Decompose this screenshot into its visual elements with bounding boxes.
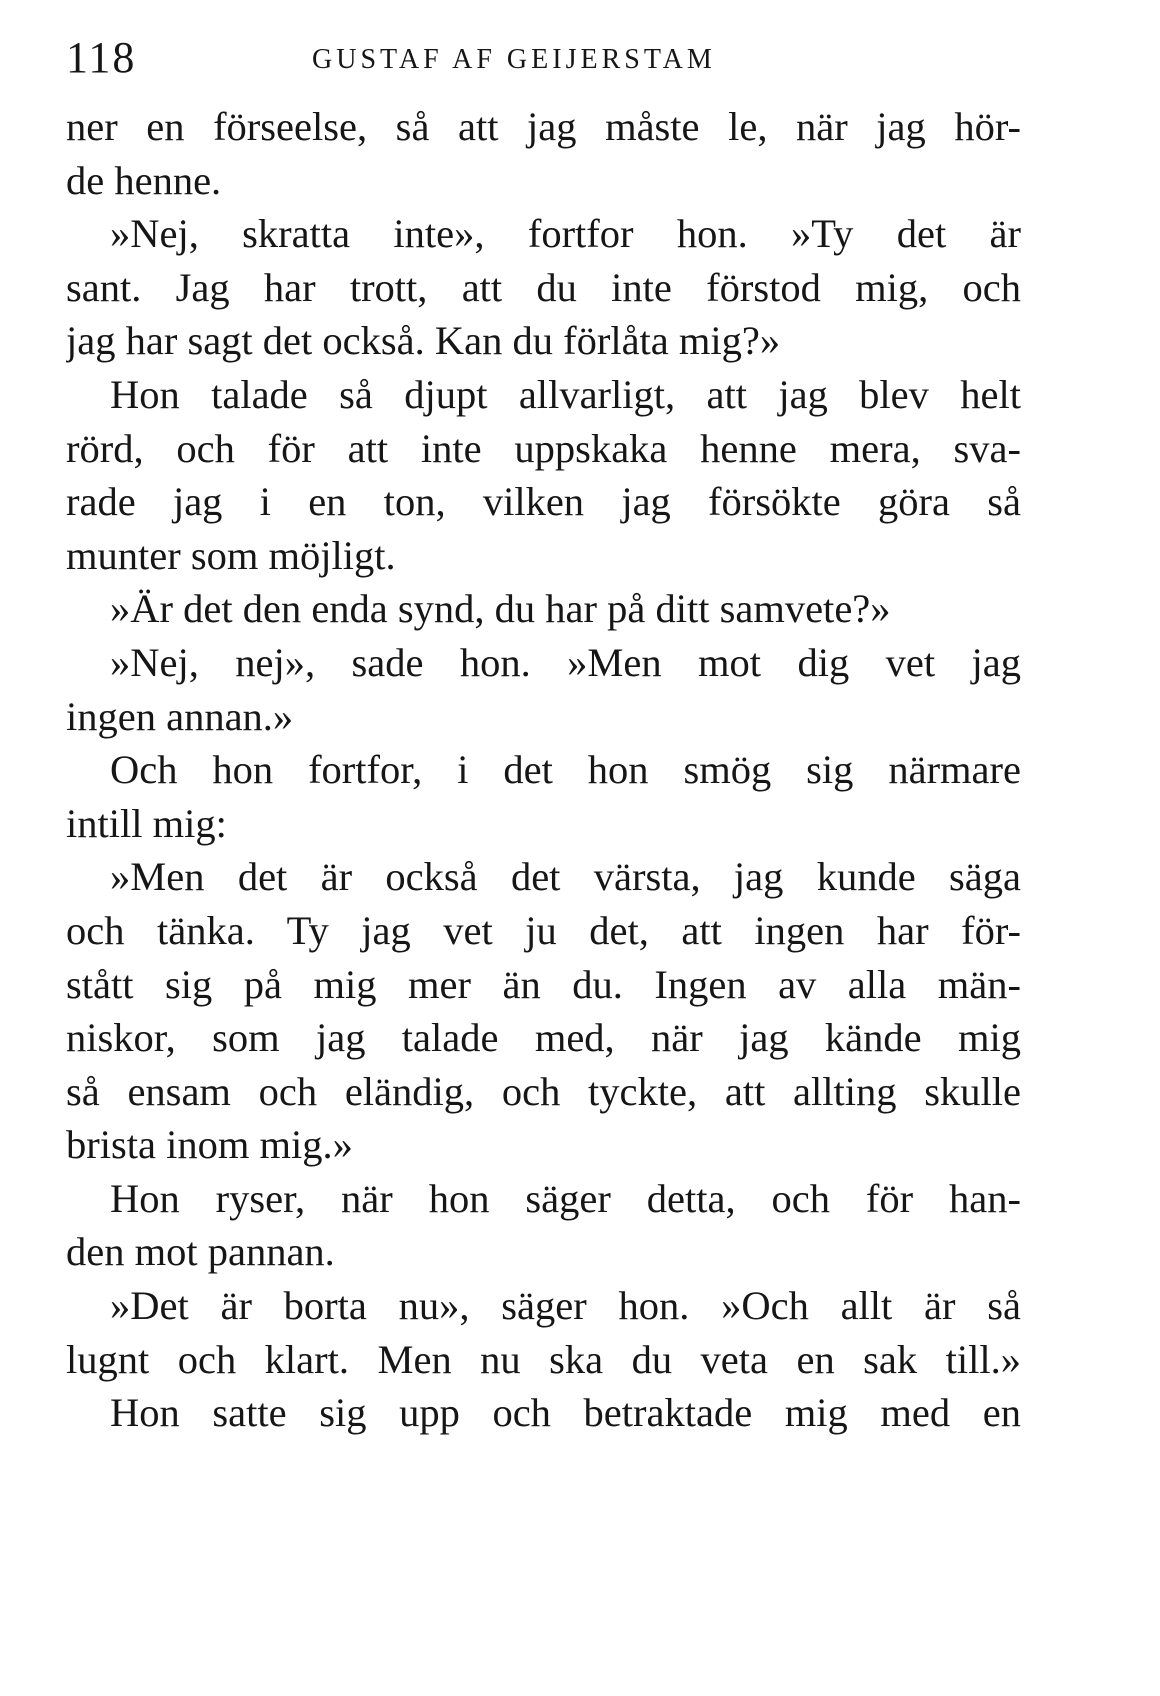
page-number: 118 [66,33,137,82]
text-line: Hon talade så djupt allvarligt, att jag blev helt [110,371,1021,417]
text-line: »Nej, skratta inte», fortfor hon. »Ty det är [110,211,1021,257]
text-line: »Är det den enda synd, du har på ditt samvete?» [110,586,891,632]
text-line: Och hon fortfor, i det hon smög sig närmare [110,747,1021,793]
text-line: niskor, som jag talade med, när jag kände mig [66,1015,1021,1061]
text-line: munter som möjligt. [66,532,396,578]
text-line: och tänka. Ty jag vet ju det, att ingen har för- [66,907,1021,953]
text-line: lugnt och klart. Men nu ska du veta en sak till.» [66,1336,1021,1382]
text-line: intill mig: [66,800,227,846]
text-line: så ensam och eländig, och tyckte, att allting skulle [66,1068,1021,1114]
text-line: »Nej, nej», sade hon. »Men mot dig vet jag [110,639,1021,685]
text-line: brista inom mig.» [66,1122,353,1168]
text-line: »Det är borta nu», säger hon. »Och allt är så [110,1283,1021,1329]
text-line: ingen annan.» [66,693,294,739]
text-line: jag har sagt det också. Kan du förlåta mig?» [66,318,781,364]
text-line: stått sig på mig mer än du. Ingen av alla män- [66,961,1021,1007]
text-line: ner en förseelse, så att jag måste le, när jag hör- [66,104,1021,149]
text-line: rade jag i en ton, vilken jag försökte göra så [66,479,1021,525]
running-title: GUSTAF AF GEIJERSTAM [312,44,716,75]
text-line: sant. Jag har trott, att du inte förstod mig, och [66,264,1021,310]
text-line: den mot pannan. [66,1229,335,1275]
running-head [66,28,1021,88]
body-text [66,100,1021,1440]
text-line: »Men det är också det värsta, jag kunde säga [110,854,1021,900]
text-line: rörd, och för att inte uppskaka henne mera, sva- [66,425,1021,471]
text-line: de henne. [66,157,222,203]
text-line: Hon ryser, när hon säger detta, och för han- [110,1175,1021,1221]
text-line: Hon satte sig upp och betraktade mig med en [110,1390,1021,1436]
